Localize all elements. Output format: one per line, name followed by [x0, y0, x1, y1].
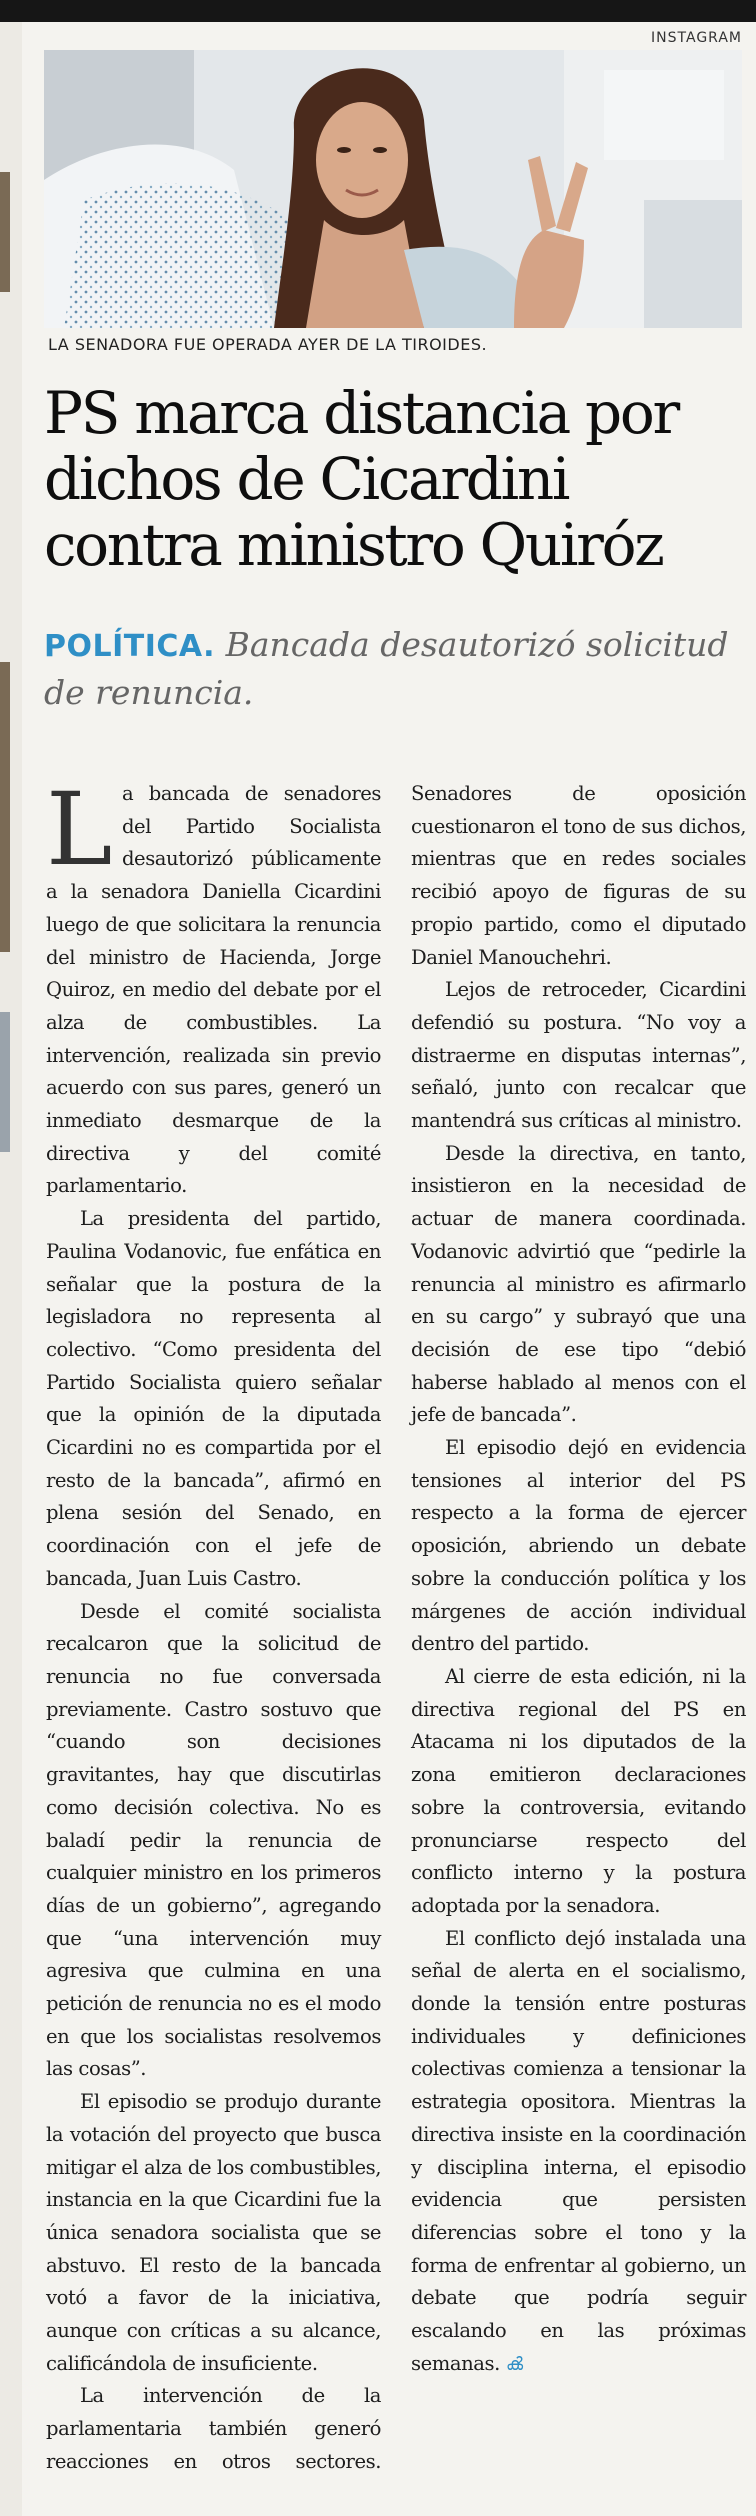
paragraph-text: El conflicto dejó instalada una señal de alerta en el socialismo, donde la tensión entre posturas individuales y definiciones colectivas comienza a tensionar la estrategia opositora. Mientras la directiva insiste en la coordinación y disciplina interna, el episodio evidencia que persisten diferencias sobre el tono y la forma de enfrentar al gobierno, un debate que podría seguir escalando en las próximas semanas.	[411, 1926, 746, 2375]
body-paragraph: La intervención de la parlamentaria también generó reacciones en otros sectores. Senadores de oposición cuestionaron el tono de sus dichos, mientras que en redes sociales recibió apoyo de figuras de su propio partido, como el diputado Daniel Manouchehri.	[46, 782, 746, 2473]
article-headline: PS marca distancia por dichos de Cicardini contra ministro Quiróz	[44, 379, 678, 579]
body-paragraph	[411, 1923, 746, 2382]
article-photo	[44, 50, 742, 328]
section-kicker: POLÍTICA.	[44, 629, 216, 664]
dek-text: Bancada desautorizó solicitud de renuncia.	[44, 625, 729, 712]
drop-cap: L	[46, 771, 112, 888]
body-paragraph: Al cierre de esta edición, ni la directiva regional del PS en Atacama ni los diputados de la zona emitieron declaraciones sobre la controversia, evitando pronunciarse respecto del conflicto interno y la postura adoptada por la senadora.	[411, 1664, 746, 1917]
patient-photo-illustration	[44, 50, 742, 328]
body-paragraph: Desde la directiva, en tanto, insistieron en la necesidad de actuar de manera coordinada. Vodanovic advirtió que “pedirle la renuncia al ministro es afirmarlo en su cargo” y subrayó que una decisión de ese tipo “debió haberse hablado al menos con el jefe de bancada”.	[411, 1141, 746, 1427]
adjacent-page-photo-strip	[0, 172, 10, 292]
body-paragraph: El episodio se produjo durante la votación del proyecto que busca mitigar el alza de los combustibles, instancia en la que Cicardini fue la única senadora socialista que se abstuvo. El resto de la bancada votó a favor de la iniciativa, aunque con críticas a su alcance, calificándola de insuficiente.	[46, 2090, 381, 2375]
adjacent-page-edge	[0, 22, 22, 2516]
body-paragraph: El episodio dejó en evidencia tensiones al interior del PS respecto a la forma de ejercer oposición, abriendo un debate sobre la conducción política y los márgenes de acción individual dentro del partido.	[411, 1436, 746, 1656]
article-dek	[44, 622, 744, 716]
photo-caption: LA SENADORA FUE OPERADA AYER DE LA TIROIDES.	[48, 335, 488, 354]
end-mark-icon: ൿ	[505, 2353, 523, 2375]
photo-credit: INSTAGRAM	[651, 30, 742, 46]
adjacent-page-photo-strip	[0, 1012, 10, 1152]
paragraph-text: a bancada de senadores del Partido Socialista desautorizó públicamente a la senadora Daniella Cicardini luego de que solicitara la renuncia del ministro de Hacienda, Jorge Quiroz, en medio del debate por el alza de combustibles. La intervención, realizada sin previo acuerdo con sus pares, generó un inmediato desmarque de la directiva y del comité parlamentario.	[46, 782, 381, 1198]
article-body	[46, 771, 746, 2503]
body-paragraph: Desde el comité socialista recalcaron que la solicitud de renuncia no fue conversada previamente. Castro sostuvo que “cuando son decisiones gravitantes, hay que discutirlas como decisión colectiva. No es baladí pedir la renuncia de cualquier ministro en los primeros días de un gobierno”, agregando que “una intervención muy agresiva que culmina en una petición de renuncia no es el modo en que los socialistas resolvemos las cosas”.	[46, 1599, 381, 2081]
adjacent-page-photo-strip	[0, 662, 10, 952]
body-paragraph: La presidenta del partido, Paulina Vodanovic, fue enfática en señalar que la postura de la legisladora no representa al colectivo. “Como presidenta del Partido Socialista quiero señalar que la opinión de la diputada Cicardini no es compartida por el resto de la bancada”, afirmó en plena sesión del Senado, en coordinación con el jefe de bancada, Juan Luis Castro.	[46, 1207, 381, 1590]
top-rule	[0, 0, 756, 22]
body-paragraph: Lejos de retroceder, Cicardini defendió su postura. “No voy a distraerme en disputas internas”, señaló, junto con recalcar que mantendrá sus críticas al ministro.	[411, 978, 746, 1133]
body-paragraph	[46, 771, 381, 1203]
